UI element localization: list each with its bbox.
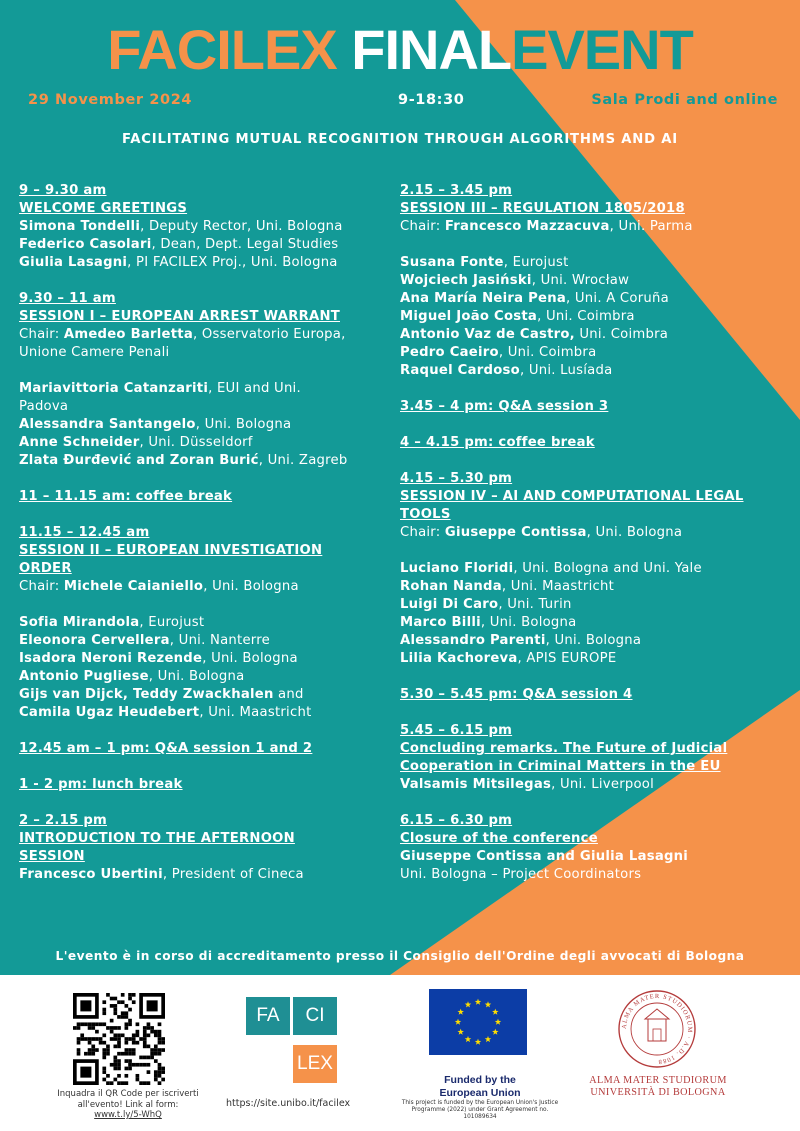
program-block <box>19 488 387 506</box>
speaker-name: Michele Caianiello <box>63 579 204 594</box>
speaker-name: Eleonora Cervellera <box>19 633 170 648</box>
facilex-logo-fa: FA <box>246 997 290 1035</box>
program-line <box>19 182 387 200</box>
program-line <box>400 326 775 344</box>
speaker-name: Valsamis Mitsilegas <box>400 777 552 792</box>
program-line <box>400 740 775 758</box>
speaker-affiliation: , Uni. Maastricht <box>199 705 312 720</box>
program-block <box>400 812 775 884</box>
speaker-affiliation: , Deputy Rector, Uni. Bologna <box>140 219 343 234</box>
program-heading: 9 – 9.30 am <box>19 183 107 198</box>
program-line <box>19 686 387 704</box>
seal-text: ALMA MATER STUDIORUM · A.D. 1088 <box>620 992 694 1066</box>
title-final: FINAL <box>351 18 512 81</box>
program-heading: SESSION III – REGULATION 1805/2018 <box>400 201 685 216</box>
program-heading: Closure of the conference <box>400 831 598 846</box>
qr-code-icon[interactable] <box>73 993 165 1085</box>
speaker-affiliation: , Uni. Coimbra <box>537 309 635 324</box>
program-line <box>19 236 387 254</box>
speaker-name: Ana María Neira Pena <box>400 291 567 306</box>
title-event: EVENT <box>511 18 693 81</box>
speaker-name: Wojciech Jasiński <box>400 273 532 288</box>
program-block <box>400 398 775 416</box>
program-block <box>19 812 387 884</box>
program-line <box>400 506 775 524</box>
speaker-affiliation: and <box>273 687 304 702</box>
program-heading: 4.15 – 5.30 pm <box>400 471 513 486</box>
speaker-affiliation: , Uni. Maastricht <box>501 579 615 594</box>
program-block <box>400 434 775 452</box>
program-line <box>400 362 775 380</box>
program-line <box>400 254 775 272</box>
facilex-logo-lex: LEX <box>293 1045 337 1083</box>
program-line <box>19 830 387 848</box>
speaker-affiliation: , Uni. Liverpool <box>551 777 655 792</box>
speaker-affiliation: Padova <box>19 399 69 414</box>
program-heading: SESSION IV – AI AND COMPUTATIONAL LEGAL <box>400 489 744 504</box>
speaker-affiliation: , EUI and Uni. <box>208 381 301 396</box>
university-name-line2: UNIVERSITÀ DI BOLOGNA <box>590 1087 726 1098</box>
speaker-affiliation: Uni. Bologna – Project Coordinators <box>400 867 642 882</box>
program-line <box>400 200 775 218</box>
program-line <box>400 560 775 578</box>
program-heading: 6.15 – 6.30 pm <box>400 813 513 828</box>
eu-flag-icon <box>429 989 527 1055</box>
speaker-name: Zlata Đurđević and Zoran Burić <box>19 453 259 468</box>
program-block <box>19 614 387 722</box>
speaker-affiliation: , Eurojust <box>503 255 569 270</box>
title-facilex: FACILEX <box>107 18 337 81</box>
program-line <box>19 200 387 218</box>
program-line <box>400 596 775 614</box>
speaker-name: Alessandra Santangelo <box>19 417 196 432</box>
program-line <box>19 290 387 308</box>
program-heading: SESSION <box>19 849 85 864</box>
program-line <box>19 254 387 272</box>
speaker-affiliation: , President of Cineca <box>162 867 304 882</box>
event-subtitle: FACILITATING MUTUAL RECOGNITION THROUGH ALGORITHMS AND AI <box>122 132 678 147</box>
speaker-name: Luciano Floridi <box>400 561 514 576</box>
program-line <box>19 704 387 722</box>
speaker-name: Amedeo Barletta <box>63 327 193 342</box>
program-heading: Cooperation in Criminal Matters in the EU <box>400 759 721 774</box>
speaker-name: Francesco Ubertini <box>19 867 163 882</box>
event-title <box>0 20 800 80</box>
program-heading: Concluding remarks. The Future of Judicial <box>400 741 728 756</box>
program-line <box>19 812 387 830</box>
program-block <box>19 740 387 758</box>
program-line <box>19 668 387 686</box>
speaker-name: Lilia Kachoreva <box>400 651 518 666</box>
speaker-name: Marco Billi <box>400 615 481 630</box>
program-block <box>400 254 775 380</box>
program-heading: 11.15 – 12.45 am <box>19 525 150 540</box>
program-line <box>19 848 387 866</box>
program-line <box>400 272 775 290</box>
program-line <box>400 182 775 200</box>
speaker-affiliation: , Uni. Düsseldorf <box>139 435 253 450</box>
speaker-name: Giuseppe Contissa <box>444 525 587 540</box>
speaker-affiliation: , Uni. Bologna <box>586 525 683 540</box>
speaker-affiliation: Uni. Coimbra <box>574 327 669 342</box>
facilex-logo-ci: CI <box>293 997 337 1035</box>
program-line <box>19 218 387 236</box>
speaker-affiliation: , PI FACILEX Proj., Uni. Bologna <box>127 255 338 270</box>
speaker-affiliation: Unione Camere Penali <box>19 345 170 360</box>
university-name-line1: ALMA MATER STUDIORUM <box>589 1075 727 1086</box>
program-block <box>400 470 775 542</box>
program-line <box>19 488 387 506</box>
speaker-name: Rohan Nanda <box>400 579 502 594</box>
qr-link[interactable]: www.t.ly/5-WhQ <box>94 1110 162 1120</box>
speaker-affiliation: , Uni. Turin <box>498 597 572 612</box>
speaker-name: Gijs van Dijck, Teddy Zwackhalen <box>19 687 274 702</box>
speaker-name: Alessandro Parenti <box>400 633 546 648</box>
program-line <box>400 488 775 506</box>
program-line <box>400 650 775 668</box>
program-heading: 5.45 – 6.15 pm <box>400 723 513 738</box>
program-line <box>19 326 387 344</box>
program-heading: 1 - 2 pm: lunch break <box>19 777 183 792</box>
program-line <box>400 812 775 830</box>
program-line <box>400 758 775 776</box>
speaker-name: Francesco Mazzacuva <box>444 219 610 234</box>
speaker-name: Raquel Cardoso <box>400 363 520 378</box>
program-line <box>400 614 775 632</box>
program-heading: 3.45 – 4 pm: Q&A session 3 <box>400 399 609 414</box>
speaker-affiliation: , Uni. Bologna <box>203 579 299 594</box>
program-heading: 2.15 – 3.45 pm <box>400 183 513 198</box>
speaker-name: Giuseppe Contissa and Giulia Lasagni <box>400 849 689 864</box>
program-heading: SESSION II – EUROPEAN INVESTIGATION <box>19 543 323 558</box>
program-line <box>19 416 387 434</box>
qr-caption <box>54 1089 202 1121</box>
program-line <box>19 650 387 668</box>
program-line <box>19 632 387 650</box>
program-line <box>19 740 387 758</box>
speaker-affiliation: , Uni. Bologna <box>480 615 577 630</box>
program-line <box>19 866 387 884</box>
program-line <box>400 434 775 452</box>
eu-funding-note: This project is funded by the European Union's Justice Programme (2022) under Grant Agreement no. 101089634 <box>401 1100 559 1120</box>
program-heading: 5.30 – 5.45 pm: Q&A session 4 <box>400 687 633 702</box>
program-heading: 4 – 4.15 pm: coffee break <box>400 435 595 450</box>
speaker-name: Mariavittoria Catanzariti <box>19 381 209 396</box>
program-heading: INTRODUCTION TO THE AFTERNOON <box>19 831 295 846</box>
speaker-affiliation: , Uni. Bologna <box>545 633 642 648</box>
program-line <box>19 560 387 578</box>
footer <box>0 975 800 1131</box>
speaker-affiliation: , Uni. Zagreb <box>258 453 348 468</box>
program-heading: ORDER <box>19 561 72 576</box>
program-line <box>400 524 775 542</box>
program-line <box>19 524 387 542</box>
speaker-affiliation: , Uni. Wrocław <box>531 273 630 288</box>
program-line <box>400 398 775 416</box>
program-line <box>400 344 775 362</box>
speaker-affiliation: , APIS EUROPE <box>517 651 617 666</box>
accreditation-note: L'evento è in corso di accreditamento presso il Consiglio dell'Ordine degli avvocati di Bologna <box>55 949 745 963</box>
facilex-url[interactable]: https://site.unibo.it/facilex <box>226 1098 351 1109</box>
program-line <box>400 830 775 848</box>
program-line <box>19 380 387 398</box>
speaker-name: Giulia Lasagni <box>19 255 128 270</box>
chair-label: Chair: <box>19 579 64 594</box>
speaker-name: Isadora Neroni Rezende <box>19 651 203 666</box>
program-line <box>19 614 387 632</box>
speaker-name: Pedro Caeiro <box>400 345 499 360</box>
program-line <box>400 632 775 650</box>
speaker-name: Luigi Di Caro <box>400 597 499 612</box>
program-block <box>400 182 775 236</box>
speaker-name: Simona Tondelli <box>19 219 141 234</box>
speaker-affiliation: , Uni. Parma <box>609 219 693 234</box>
speaker-affiliation: , Uni. Nanterre <box>169 633 270 648</box>
speaker-name: Antonio Pugliese <box>19 669 149 684</box>
program-heading: TOOLS <box>400 507 451 522</box>
chair-label: Chair: <box>400 219 445 234</box>
program-block <box>19 290 387 362</box>
speaker-affiliation: , Uni. Bologna <box>202 651 298 666</box>
chair-label: Chair: <box>19 327 64 342</box>
program-block <box>400 560 775 668</box>
program-line <box>19 308 387 326</box>
program-line <box>19 452 387 470</box>
program-heading: 2 – 2.15 pm <box>19 813 108 828</box>
event-date: 29 November 2024 <box>28 92 193 108</box>
program-line <box>400 470 775 488</box>
program-block <box>19 380 387 470</box>
program-line <box>19 434 387 452</box>
program-line <box>400 866 775 884</box>
program-line <box>19 578 387 596</box>
speaker-affiliation: , Uni. Bologna <box>195 417 292 432</box>
chair-label: Chair: <box>400 525 445 540</box>
speaker-name: Camila Ugaz Heudebert <box>19 705 200 720</box>
speaker-affiliation: , Dean, Dept. Legal Studies <box>151 237 339 252</box>
speaker-affiliation: , Uni. Bologna and Uni. Yale <box>513 561 702 576</box>
program-heading: WELCOME GREETINGS <box>19 201 188 216</box>
speaker-affiliation: , Uni. Bologna <box>148 669 245 684</box>
eu-funded-label: Funded by the European Union <box>439 1074 521 1099</box>
university-seal-icon <box>617 989 697 1069</box>
speaker-affiliation: , Uni. Lusíada <box>519 363 613 378</box>
speaker-name: Sofia Mirandola <box>19 615 140 630</box>
speaker-name: Miguel João Costa <box>400 309 538 324</box>
program-right-column <box>400 182 775 902</box>
program-block <box>19 524 387 596</box>
program-block <box>19 182 387 272</box>
speaker-name: Anne Schneider <box>19 435 140 450</box>
program-line <box>19 344 387 362</box>
program-line <box>19 398 387 416</box>
program-block <box>400 722 775 794</box>
program-line <box>19 542 387 560</box>
program-line <box>400 578 775 596</box>
program-line <box>400 308 775 326</box>
program-heading: 12.45 am – 1 pm: Q&A session 1 and 2 <box>19 741 313 756</box>
speaker-name: Susana Fonte <box>400 255 504 270</box>
speaker-name: Federico Casolari <box>19 237 152 252</box>
program-heading: 9.30 – 11 am <box>19 291 116 306</box>
speaker-name: Antonio Vaz de Castro, <box>400 327 575 342</box>
university-name <box>588 1075 728 1099</box>
program-block <box>19 776 387 794</box>
program-line <box>400 776 775 794</box>
program-line <box>19 776 387 794</box>
speaker-affiliation: , Uni. A Coruña <box>566 291 669 306</box>
qr-caption-text: Inquadra il QR Code per iscriverti all'evento! Link al form: <box>57 1089 199 1110</box>
event-venue: Sala Prodi and online <box>591 92 778 108</box>
program-heading: 11 – 11.15 am: coffee break <box>19 489 233 504</box>
speaker-affiliation: , Eurojust <box>139 615 205 630</box>
program-block <box>400 686 775 704</box>
event-time: 9-18:30 <box>398 92 465 108</box>
program-line <box>400 218 775 236</box>
program-left-column <box>19 182 387 902</box>
program-line <box>400 722 775 740</box>
program-heading: SESSION I – EUROPEAN ARREST WARRANT <box>19 309 340 324</box>
program-line <box>400 686 775 704</box>
program-line <box>400 848 775 866</box>
speaker-affiliation: , Uni. Coimbra <box>498 345 597 360</box>
program-line <box>400 290 775 308</box>
speaker-affiliation: , Osservatorio Europa, <box>193 327 346 342</box>
